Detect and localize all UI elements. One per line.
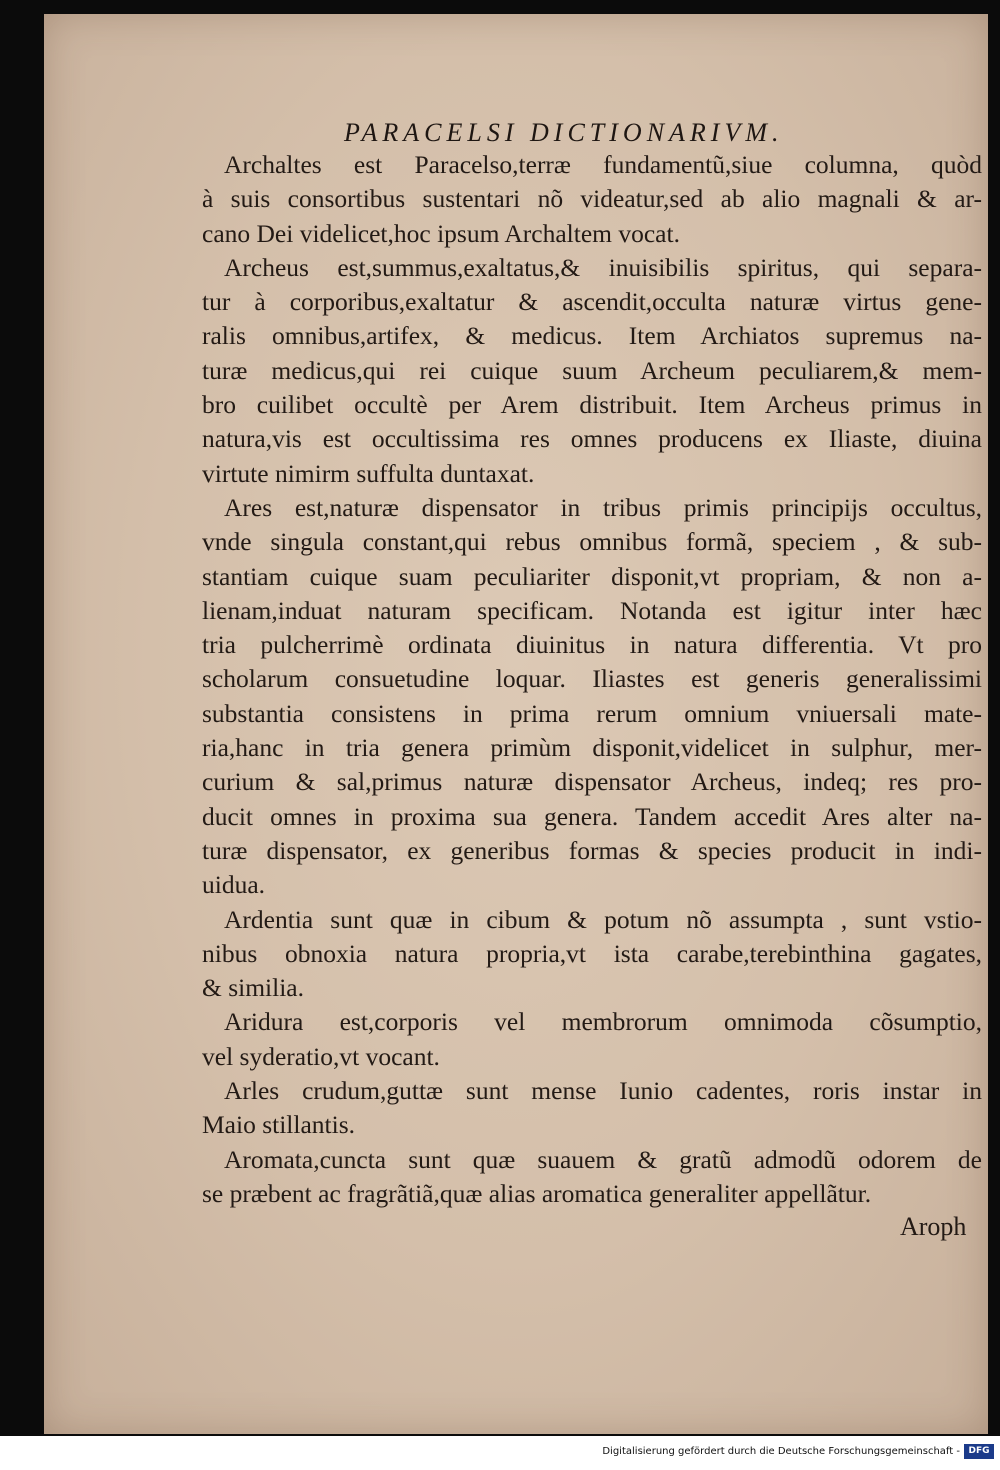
text-line: bro cuilibet occultè per Arem distribuit. Item Archeus primus in [202, 390, 982, 420]
paragraph [202, 1143, 982, 1212]
text-line: & similia. [202, 973, 304, 1003]
text-line: turæ dispensator, ex generibus formas & species producit in indi- [202, 835, 982, 865]
funding-credit: Digitalisierung gefördert durch die Deutsche Forschungsgemeinschaft - [602, 1446, 960, 1457]
text-line: Maio stillantis. [202, 1110, 355, 1140]
text-line: ducit omnes in proxima sua genera. Tandem accedit Ares alter na- [202, 801, 982, 831]
text-line: Aridura est,corporis vel membrorum omnimoda cõsumptio, [224, 1007, 982, 1037]
text-line: ria,hanc in tria genera primùm disponit,videlicet in sulphur, mer- [202, 733, 982, 763]
text-line: Ares est,naturæ dispensator in tribus primis principijs occultus, [224, 492, 982, 522]
paragraph [202, 251, 982, 491]
text-line: à suis consortibus sustentari nõ videatur,sed ab alio magnali & ar- [202, 184, 982, 214]
text-line: stantiam cuique suam peculiariter disponit,vt propriam, & non a- [202, 561, 982, 591]
text-line: curium & sal,primus naturæ dispensator Archeus, indeq; res pro- [202, 767, 982, 797]
text-line: Archeus est,summus,exaltatus,& inuisibilis spiritus, qui separa- [224, 252, 982, 282]
text-line: lienam,induat naturam specificam. Notanda est igitur inter hæc [202, 595, 982, 625]
text-line: natura,vis est occultissima res omnes producens ex Iliaste, diuina [202, 424, 982, 454]
text-line: vnde singula constant,qui rebus omnibus formã, speciem , & sub- [202, 527, 982, 557]
paragraph [202, 1005, 982, 1074]
text-line: Ardentia sunt quæ in cibum & potum nõ assumpta , sunt vstio- [224, 904, 982, 934]
digitization-footer [0, 1436, 1000, 1470]
dfg-logo-icon: DFG [964, 1444, 994, 1459]
paragraph [202, 148, 982, 251]
text-line: turæ medicus,qui rei cuique suum Archeum peculiarem,& mem- [202, 355, 982, 385]
book-page [44, 14, 988, 1434]
paragraph [202, 491, 982, 903]
text-line: scholarum consuetudine loquar. Iliastes est generis generalissimi [202, 664, 982, 694]
text-line: cano Dei videlicet,hoc ipsum Archaltem vocat. [202, 218, 680, 248]
text-line: virtute nimirm suffulta duntaxat. [202, 458, 535, 488]
text-line: tria pulcherrimè ordinata diuinitus in natura differentia. Vt pro [202, 630, 982, 660]
text-line: Archaltes est Paracelso,terræ fundamentũ,siue columna, quòd [224, 150, 982, 179]
catchword: Aroph [900, 1212, 967, 1241]
text-line: vel syderatio,vt vocant. [202, 1041, 440, 1071]
text-line: uidua. [202, 870, 266, 900]
paragraph [202, 1074, 982, 1143]
text-line: Aromata,cuncta sunt quæ suauem & gratũ admodũ odorem de [224, 1144, 982, 1174]
text-line: se præbent ac fragrãtiã,quæ alias aromatica generaliter appellãtur. [202, 1178, 872, 1208]
text-line: tur à corporibus,exaltatur & ascendit,occulta naturæ virtus gene- [202, 287, 982, 317]
paragraph [202, 903, 982, 1006]
text-line: ralis omnibus,artifex, & medicus. Item Archiatos supremus na- [202, 321, 982, 351]
running-head: PARACELSI DICTIONARIVM. [344, 118, 784, 147]
text-line: Arles crudum,guttæ sunt mense Iunio cadentes, roris instar in [224, 1076, 982, 1106]
text-line: substantia consistens in prima rerum omnium vniuersali mate- [202, 698, 982, 728]
body-text [202, 148, 982, 1211]
text-line: nibus obnoxia natura propria,vt ista carabe,terebinthina gagates, [202, 938, 982, 968]
